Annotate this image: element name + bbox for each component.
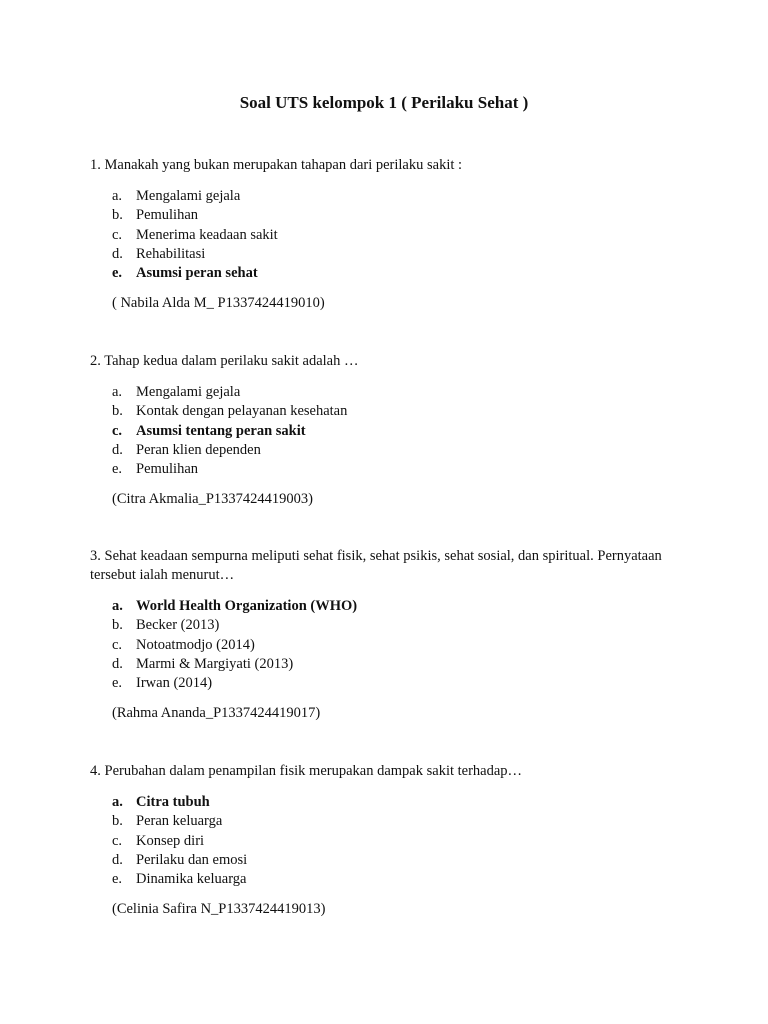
option-b xyxy=(112,206,690,225)
question-author: (Citra Akmalia_P1337424419003) xyxy=(112,491,313,508)
page-title: Soal UTS kelompok 1 ( Perilaku Sehat ) xyxy=(239,93,529,112)
question-text: 1. Manakah yang bukan merupakan tahapan dari perilaku sakit : xyxy=(90,157,463,173)
option-c xyxy=(112,832,690,851)
option-text: Irwan (2014) xyxy=(136,675,213,692)
option-a xyxy=(112,597,690,616)
option-d xyxy=(112,245,690,264)
option-text: Citra tubuh xyxy=(136,794,210,810)
option-letter: a. xyxy=(112,188,123,204)
question-text: 4. Perubahan dalam penampilan fisik merupakan dampak sakit terhadap… xyxy=(90,763,523,779)
option-letter: b. xyxy=(112,403,123,420)
option-letter: b. xyxy=(112,207,123,224)
option-letter: e. xyxy=(112,461,123,478)
option-text: Pemulihan xyxy=(136,461,199,478)
option-letter: b. xyxy=(112,617,123,634)
option-letter: d. xyxy=(112,655,123,672)
option-text: Peran keluarga xyxy=(136,813,223,830)
option-letter: b. xyxy=(112,813,123,830)
option-letter: c. xyxy=(112,832,123,849)
option-text: Peran klien dependen xyxy=(136,441,261,458)
question-author: (Rahma Ananda_P1337424419017) xyxy=(112,705,321,722)
option-text: Notoatmodjo (2014) xyxy=(136,636,255,653)
option-text: Mengalami gejala xyxy=(136,384,241,400)
option-letter: e. xyxy=(112,675,123,692)
option-letter: c. xyxy=(112,226,123,243)
option-text: Menerima keadaan sakit xyxy=(136,226,278,243)
question-author: (Celinia Safira N_P1337424419013) xyxy=(112,901,326,918)
option-letter: d. xyxy=(112,441,123,458)
option-text: Konsep diri xyxy=(136,832,205,849)
options-list xyxy=(90,597,690,693)
question-author: ( Nabila Alda M_ P1337424419010) xyxy=(112,295,325,312)
question-2 xyxy=(90,352,690,508)
question-1 xyxy=(90,156,690,312)
option-text: Rehabilitasi xyxy=(136,245,206,262)
option-e xyxy=(112,870,690,889)
option-text: World Health Organization (WHO) xyxy=(136,598,358,614)
option-text: Becker (2013) xyxy=(136,617,220,634)
option-letter: c. xyxy=(112,636,123,653)
option-b xyxy=(112,812,690,831)
options-list xyxy=(90,383,690,479)
option-e xyxy=(112,264,690,283)
option-a xyxy=(112,793,690,812)
question-3 xyxy=(90,547,690,722)
option-text: Mengalami gejala xyxy=(136,188,241,204)
option-text: Marmi & Margiyati (2013) xyxy=(136,655,294,672)
option-d xyxy=(112,441,690,460)
option-letter: a. xyxy=(112,794,123,810)
option-c xyxy=(112,636,690,655)
option-d xyxy=(112,851,690,870)
option-text: Asumsi peran sehat xyxy=(136,265,258,282)
option-text: Perilaku dan emosi xyxy=(136,851,248,868)
options-list xyxy=(90,793,690,889)
option-text: Asumsi tentang peran sakit xyxy=(136,422,306,439)
option-letter: a. xyxy=(112,598,123,614)
option-letter: e. xyxy=(112,265,123,282)
option-a xyxy=(112,383,690,402)
option-text: Dinamika keluarga xyxy=(136,871,247,888)
option-letter: e. xyxy=(112,871,123,888)
option-e xyxy=(112,674,690,693)
question-text: 3. Sehat keadaan sempurna meliputi sehat fisik, sehat psikis, sehat sosial, dan spiritual. Pernyataan tersebut ialah menurut… xyxy=(90,548,662,583)
option-text: Kontak dengan pelayanan kesehatan xyxy=(136,403,348,420)
option-c xyxy=(112,226,690,245)
question-4 xyxy=(90,762,690,918)
option-letter: a. xyxy=(112,384,123,400)
option-text: Pemulihan xyxy=(136,207,199,224)
option-d xyxy=(112,655,690,674)
option-c xyxy=(112,422,690,441)
option-letter: d. xyxy=(112,851,123,868)
options-list xyxy=(90,187,690,283)
question-text: 2. Tahap kedua dalam perilaku sakit adalah … xyxy=(90,353,359,369)
option-letter: c. xyxy=(112,422,123,439)
option-letter: d. xyxy=(112,245,123,262)
option-e xyxy=(112,460,690,479)
option-a xyxy=(112,187,690,206)
option-b xyxy=(112,616,690,635)
option-b xyxy=(112,402,690,421)
